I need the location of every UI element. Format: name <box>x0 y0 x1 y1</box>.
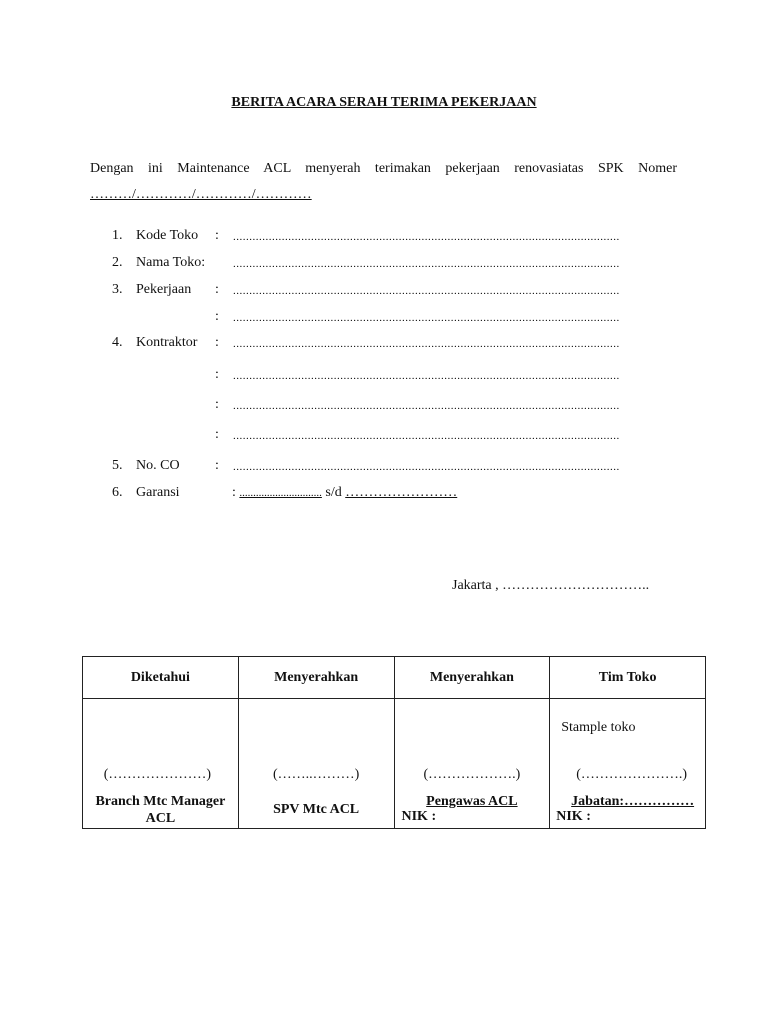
signature-blank: (……………….) <box>423 767 521 782</box>
item-colon: : <box>215 427 219 442</box>
item-blank: ....................................................................................................................... <box>233 400 620 412</box>
item-blank: ....................................................................................................................... <box>233 370 620 382</box>
item-number: 6. <box>112 485 123 500</box>
item-number: 5. <box>112 458 123 473</box>
header-tim-toko: Tim Toko <box>550 657 706 699</box>
document-title: BERITA ACARA SERAH TERIMA PEKERJAAN <box>231 95 537 110</box>
item-colon: : <box>215 367 219 382</box>
signature-role: Pengawas ACL <box>426 794 518 809</box>
item-colon: : <box>215 309 219 324</box>
item-label: Garansi <box>136 485 180 500</box>
signature-cell-spv <box>238 699 394 829</box>
item-label: Kontraktor <box>136 335 198 350</box>
garansi-value <box>232 485 457 501</box>
item-number: 2. <box>112 255 123 270</box>
signature-cell-pengawas <box>394 699 550 829</box>
signature-blank: (…………………) <box>103 767 212 782</box>
signature-blank: (……..………) <box>272 767 360 782</box>
item-label: Pekerjaan <box>136 282 192 297</box>
place-date-line: Jakarta , ………………………….. <box>452 578 650 593</box>
item-number: 3. <box>112 282 123 297</box>
item-blank: ....................................................................................................................... <box>233 258 620 270</box>
garansi-sd: s/d <box>325 485 342 500</box>
signature-table <box>82 656 706 829</box>
item-blank: ....................................................................................................................... <box>233 285 620 297</box>
stample-toko-label: Stample toko <box>561 720 636 735</box>
item-colon: : <box>215 282 219 297</box>
item-colon: : <box>215 335 219 350</box>
garansi-end-blank: …………………… <box>345 485 458 500</box>
item-label: Nama Toko: <box>136 255 206 270</box>
nik-label: NIK : <box>401 809 437 824</box>
item-label: No. CO <box>136 458 180 473</box>
item-colon: : <box>215 228 219 243</box>
signature-cell-diketahui <box>83 699 239 829</box>
item-label: Kode Toko <box>136 228 199 243</box>
header-menyerahkan-2: Menyerahkan <box>394 657 550 699</box>
item-number: 4. <box>112 335 123 350</box>
intro-paragraph: Dengan ini Maintenance ACL menyerah terimakan pekerjaan renovasiatas SPK Nomer <box>90 161 677 176</box>
item-colon: : <box>215 397 219 412</box>
header-diketahui: Diketahui <box>83 657 239 699</box>
item-blank: ....................................................................................................................... <box>233 338 620 350</box>
item-blank: ....................................................................................................................... <box>233 430 620 442</box>
item-blank: ....................................................................................................................... <box>233 231 620 243</box>
item-number: 1. <box>112 228 123 243</box>
item-colon: : <box>232 485 236 500</box>
garansi-start-blank: .............................. <box>239 487 322 499</box>
item-colon: : <box>215 458 219 473</box>
header-menyerahkan-1: Menyerahkan <box>238 657 394 699</box>
signature-cell-tim-toko <box>550 699 706 829</box>
item-blank: ....................................................................................................................... <box>233 312 620 324</box>
nik-label: NIK : <box>556 809 591 824</box>
signature-role: SPV Mtc ACL <box>273 802 360 817</box>
signature-role: Branch Mtc Manager ACL <box>95 794 226 826</box>
signature-blank: (………………….) <box>576 767 688 782</box>
item-blank: ....................................................................................................................... <box>233 461 620 473</box>
spk-number-blank: ………/…………/…………/………… <box>90 187 312 202</box>
signature-role: Jabatan:…………… <box>571 794 695 809</box>
